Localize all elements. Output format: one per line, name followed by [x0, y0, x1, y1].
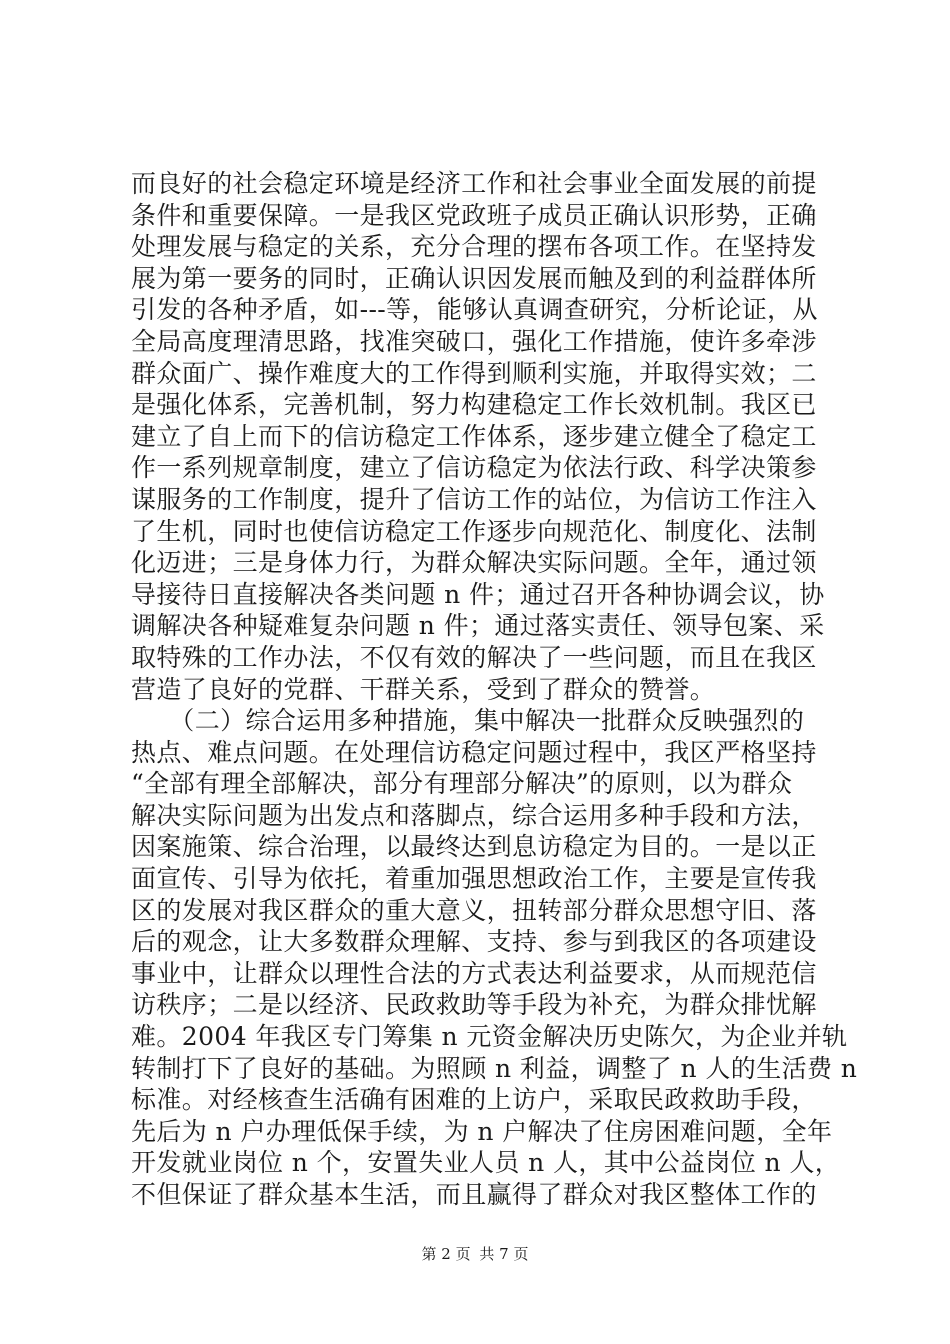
- text-line: 访秩序；二是以经济、民政救助等手段为补充，为群众排忧解: [131, 990, 817, 1020]
- text-line: 开发就业岗位 n 个，安置失业人员 n 人，其中公益岗位 n 人，: [131, 1148, 841, 1178]
- text-line: 取特殊的工作办法，不仅有效的解决了一些问题，而且在我区: [131, 642, 817, 672]
- text-line: 作一系列规章制度，建立了信访稳定为依法行政、科学决策参: [131, 453, 817, 483]
- text-line: 而良好的社会稳定环境是经济工作和社会事业全面发展的前提: [131, 169, 817, 198]
- text-line: 标准。对经核查生活确有困难的上访户，采取民政救助手段，: [131, 1085, 817, 1115]
- page-footer: [0, 1243, 950, 1264]
- text-line: 了生机，同时也使信访稳定工作逐步向规范化、制度化、法制: [131, 516, 817, 546]
- body-text: [131, 168, 858, 1211]
- text-line: 条件和重要保障。一是我区党政班子成员正确认识形势，正确: [131, 200, 817, 230]
- text-line: 面宣传、引导为依托，着重加强思想政治工作，主要是宣传我: [131, 864, 817, 894]
- text-line: “全部有理全部解决，部分有理部分解决”的原则，以为群众: [131, 769, 793, 799]
- text-line: 营造了良好的党群、干群关系，受到了群众的赞誉。: [131, 674, 716, 704]
- page-number: 第 2 页: [421, 1245, 471, 1263]
- text-line: 展为第一要务的同时，正确认识因发展而触及到的利益群体所: [131, 263, 817, 293]
- text-line: 因案施策、综合治理，以最终达到息访稳定为目的。一是以正: [131, 832, 817, 862]
- text-line: 解决实际问题为出发点和落脚点，综合运用多种手段和方法，: [131, 800, 817, 830]
- text-line: 是强化体系，完善机制，努力构建稳定工作长效机制。我区已: [131, 390, 817, 420]
- text-line: 处理发展与稳定的关系，充分合理的摆布各项工作。在坚持发: [131, 232, 817, 262]
- text-line: 先后为 n 户办理低保手续，为 n 户解决了住房困难问题，全年: [131, 1116, 833, 1146]
- text-line: 化迈进；三是身体力行，为群众解决实际问题。全年，通过领: [131, 548, 817, 578]
- text-line: 事业中，让群众以理性合法的方式表达利益要求，从而规范信: [131, 958, 817, 988]
- text-line: 后的观念，让大多数群众理解、支持、参与到我区的各项建设: [131, 927, 817, 957]
- text-line: 谋服务的工作制度，提升了信访工作的站位，为信访工作注入: [131, 484, 817, 514]
- text-line: 热点、难点问题。在处理信访稳定问题过程中，我区严格坚持: [131, 737, 817, 767]
- text-line: 区的发展对我区群众的重大意义，扭转部分群众思想守旧、落: [131, 895, 817, 925]
- text-line: 全局高度理清思路，找准突破口，强化工作措施，使许多牵涉: [131, 326, 817, 356]
- page-total: 共 7 页: [479, 1245, 529, 1263]
- text-line: 不但保证了群众基本生活，而且赢得了群众对我区整体工作的: [131, 1180, 817, 1209]
- text-line: 调解决各种疑难复杂问题 n 件；通过落实责任、领导包案、采: [131, 611, 825, 641]
- text-line: 转制打下了良好的基础。为照顾 n 利益，调整了 n 人的生活费 n: [131, 1053, 858, 1083]
- text-line: 难。2004 年我区专门筹集 n 元资金解决历史陈欠，为企业并轨: [131, 1022, 848, 1052]
- text-line: 群众面广、操作难度大的工作得到顺利实施，并取得实效；二: [131, 358, 817, 388]
- text-line: 导接待日直接解决各类问题 n 件；通过召开各种协调会议，协: [131, 579, 825, 609]
- text-line: 建立了自上而下的信访稳定工作体系，逐步建立健全了稳定工: [131, 421, 817, 451]
- text-line: 引发的各种矛盾，如---等，能够认真调查研究，分析论证，从: [131, 295, 818, 325]
- text-line: （二）综合运用多种措施，集中解决一批群众反映强烈的: [131, 706, 805, 736]
